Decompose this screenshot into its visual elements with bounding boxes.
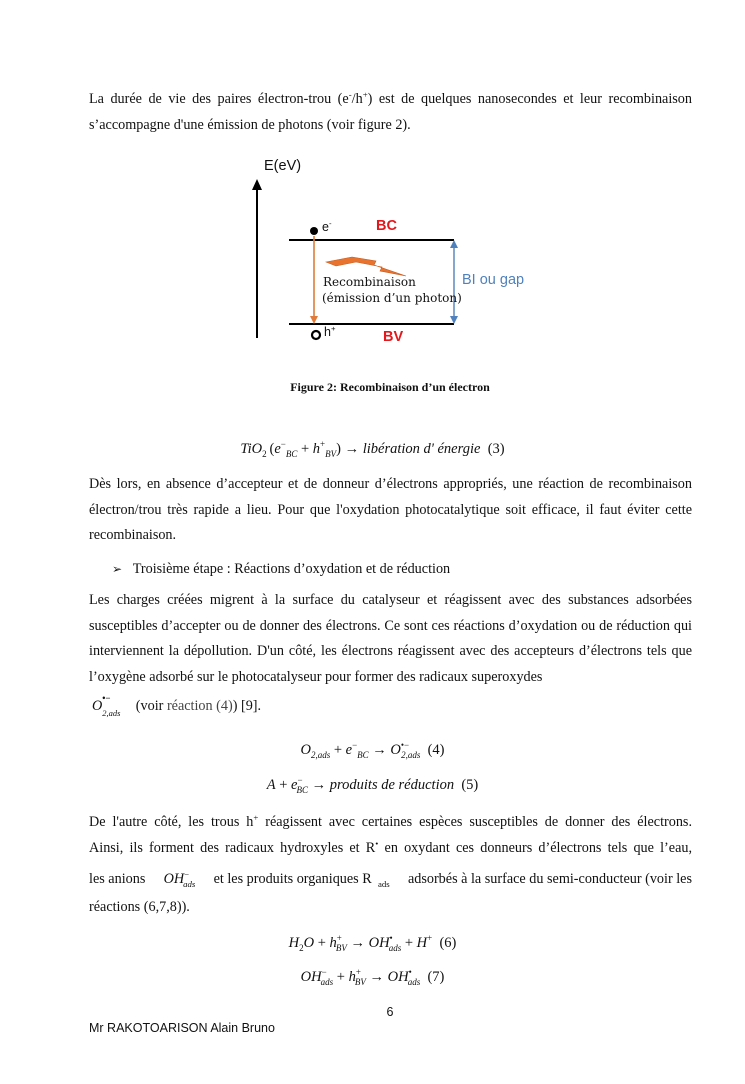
holes-l3-sub: ads <box>377 878 390 889</box>
holes-l3-b: et les produits organiques R <box>213 871 372 887</box>
holes-l3-c: adsorbés à la surface du semi-conducteur (voir les <box>407 871 692 887</box>
hole-circle <box>312 331 320 339</box>
eq6-hole: h <box>329 935 337 951</box>
energy-axis-arrowhead <box>252 179 262 190</box>
hole-label <box>324 325 335 339</box>
eq6-h2-sub: 2 <box>299 942 304 953</box>
eq3-number: (3) <box>487 441 505 457</box>
eq4-o2: O <box>300 742 311 758</box>
eq4-e-sub: BC <box>357 749 369 760</box>
electron-symbol: e <box>322 220 329 234</box>
charges-text: Les charges créées migrent à la surface du catalyseur et réagissent avec des substances adsorbées susceptibles d’accepter ou de donner des électrons. Ce sont ces réactions d’oxydation ou de réduction qui interviennent la dépollution. D'un côté, les électrons réagissent avec des accepteurs d’électrons tels que l’oxygène adsorbé sur le photocatalyseur pour former des radicaux superoxydes <box>89 592 692 685</box>
superoxide-line <box>89 694 261 720</box>
recombination-arrowhead <box>310 316 318 324</box>
eq6-oh-sub: ads <box>388 942 402 953</box>
gap-arrowhead-top <box>450 240 458 248</box>
eq3-e-sub: BC <box>285 448 298 459</box>
eq5-rhs: produits de réduction <box>329 777 455 793</box>
figure-caption: Figure 2: Recombinaison d’un électron <box>290 380 490 394</box>
eq5-a: A <box>266 777 276 793</box>
eq4-rhs: O <box>390 742 401 758</box>
eq7-number: (7) <box>427 969 445 985</box>
eq3-e-sup: − <box>280 439 286 450</box>
page-number: 6 <box>386 1005 394 1019</box>
photon-flash-icon <box>326 257 406 276</box>
holes-l2-b: en oxydant ces donneurs d’électrons tels que l’eau, <box>378 839 693 856</box>
intro-sup-minus: - <box>348 89 352 100</box>
charges-paragraph <box>89 588 692 690</box>
eq3-tio2: TiO <box>240 441 263 457</box>
hydroxide-oh: OH <box>163 871 185 887</box>
electron-label <box>322 220 332 234</box>
superoxide-sub: 2,ads <box>102 708 121 718</box>
bullet-arrow-icon: ➢ <box>112 562 123 576</box>
eq5-e-sub: BC <box>296 784 309 795</box>
equation-4: $O_{2,ads} + e^-_{BC} \to O^{•-}_{2,ads}$ (4) <box>300 740 445 760</box>
electron-dot <box>310 227 318 235</box>
intro-text-b: /h <box>351 91 363 107</box>
equation-5: $A + e^-_{BC}$ → produits de réduction (5) <box>266 775 479 795</box>
holes-l1-b: réagissent avec certaines espèces susceptibles de donner des électrons. <box>258 814 692 830</box>
eq3-tio2-sub: 2 <box>262 448 267 459</box>
band-diagram <box>0 0 745 400</box>
eq5-e-sup: − <box>297 775 303 786</box>
eq3-h-sup: + <box>320 439 326 450</box>
equation-6: $H_2O + h^+_{BV} \to OH^•_{ads} + H^+$ (6) <box>288 933 457 953</box>
eq6-h: H <box>288 935 300 951</box>
intro-text-c: ) est de quelques nanosecondes et leur recombinaison s’accompagne d'une émission de photons (voir figure 2). <box>89 91 692 133</box>
eq4-number: (4) <box>427 742 445 758</box>
holes-l3-a: les anions <box>89 871 146 887</box>
recombination-paragraph: Dès lors, en absence d’accepteur et de donneur d’électrons appropriés, une réaction de recombinaison électron/trou très rapide a lieu. Pour que l'oxydation photocatalytique soit efficace, il faut éviter cette recombinaison. <box>89 476 692 543</box>
hydroxide-ads <box>164 867 196 893</box>
eq6-oh-sup: • <box>389 933 393 944</box>
holes-l1-sup: + <box>253 812 259 823</box>
holes-l1-a: De l'autre côté, les trous h <box>89 814 254 830</box>
eq7-hole-sup: + <box>355 967 361 978</box>
bv-label: BV <box>383 329 404 345</box>
eq4-e-sup: − <box>352 740 358 751</box>
holes-l2-a: Ainsi, ils forment des radicaux hydroxyles et R <box>89 839 376 856</box>
superoxide-sup: •− <box>102 693 111 703</box>
hole-charge: + <box>330 323 336 333</box>
eq4-o2-sub: 2,ads <box>310 749 331 760</box>
bullet-text: Troisième étape : Réactions d’oxydation et de réduction <box>132 561 451 577</box>
eq4-rhs-sup: •− <box>400 740 410 751</box>
third-step-bullet <box>112 561 450 578</box>
eq7-rhs-sup: • <box>408 967 412 978</box>
energy-axis-label: E(eV) <box>264 158 302 174</box>
eq6-number: (6) <box>439 935 457 951</box>
eq3-e: e <box>274 441 281 457</box>
recombination-label-line1: Recombinaison <box>323 275 416 289</box>
reference-9: ) [9]. <box>232 698 262 714</box>
eq6-proton: H <box>416 935 428 951</box>
eq6-o: O <box>303 935 315 951</box>
equation-7: $OH^-_{ads} + h^+_{BV} \to OH^•_{ads}$ (7) <box>300 967 445 987</box>
eq7-hole-sub: BV <box>354 976 366 987</box>
eq3-rhs: libération d' énergie <box>362 441 481 457</box>
eq6-hole-sup: + <box>336 933 342 944</box>
eq4-e: e <box>345 742 353 758</box>
eq7-oh-sup: − <box>321 967 327 978</box>
eq6-oh: OH <box>368 935 390 951</box>
eq7-rhs: OH <box>387 969 409 985</box>
holes-line-1 <box>89 810 692 836</box>
intro-text-a: La durée de vie des paires électron-trou (e <box>89 91 349 107</box>
electron-charge: - <box>328 218 332 228</box>
holes-line-4: réactions (6,7,8)). <box>89 898 190 915</box>
eq7-oh: OH <box>300 969 322 985</box>
hydroxide-sup: − <box>184 869 190 880</box>
holes-line-2 <box>89 836 692 862</box>
holes-line-3 <box>89 867 692 893</box>
gap-arrowhead-bottom <box>450 316 458 324</box>
gap-label: BI ou gap <box>462 272 525 288</box>
hydroxide-sub: ads <box>183 878 196 889</box>
eq3-h: h <box>312 441 321 457</box>
eq4-rhs-sub: 2,ads <box>401 749 421 760</box>
eq5-number: (5) <box>461 777 479 793</box>
footer-author: Mr RAKOTOARISON Alain Bruno <box>89 1021 275 1035</box>
superoxide-o: O <box>92 698 103 714</box>
intro-sup-plus: + <box>362 89 368 100</box>
holes-l2-sup: • <box>375 837 379 848</box>
eq3-h-sub: BV <box>325 448 337 459</box>
eq6-proton-sup: + <box>427 933 433 944</box>
hole-symbol: h <box>324 325 331 339</box>
equation-3: TiO$_2$ $(e^-_{BC} + h^+_{BV})$ → libération d' énergie (3) <box>240 439 505 459</box>
bc-label: BC <box>376 218 397 234</box>
voir-text: (voir <box>135 698 164 714</box>
recombination-label-line2: (émission d’un photon) <box>322 291 462 305</box>
eq5-e: e <box>291 777 298 793</box>
eq7-hole: h <box>348 969 356 985</box>
holes-paragraph <box>89 810 692 920</box>
eq7-rhs-sub: ads <box>407 976 421 987</box>
eq6-hole-sub: BV <box>335 942 347 953</box>
eq7-oh-sub: ads <box>320 976 334 987</box>
reaction-4-reference: réaction (4) <box>166 698 233 714</box>
